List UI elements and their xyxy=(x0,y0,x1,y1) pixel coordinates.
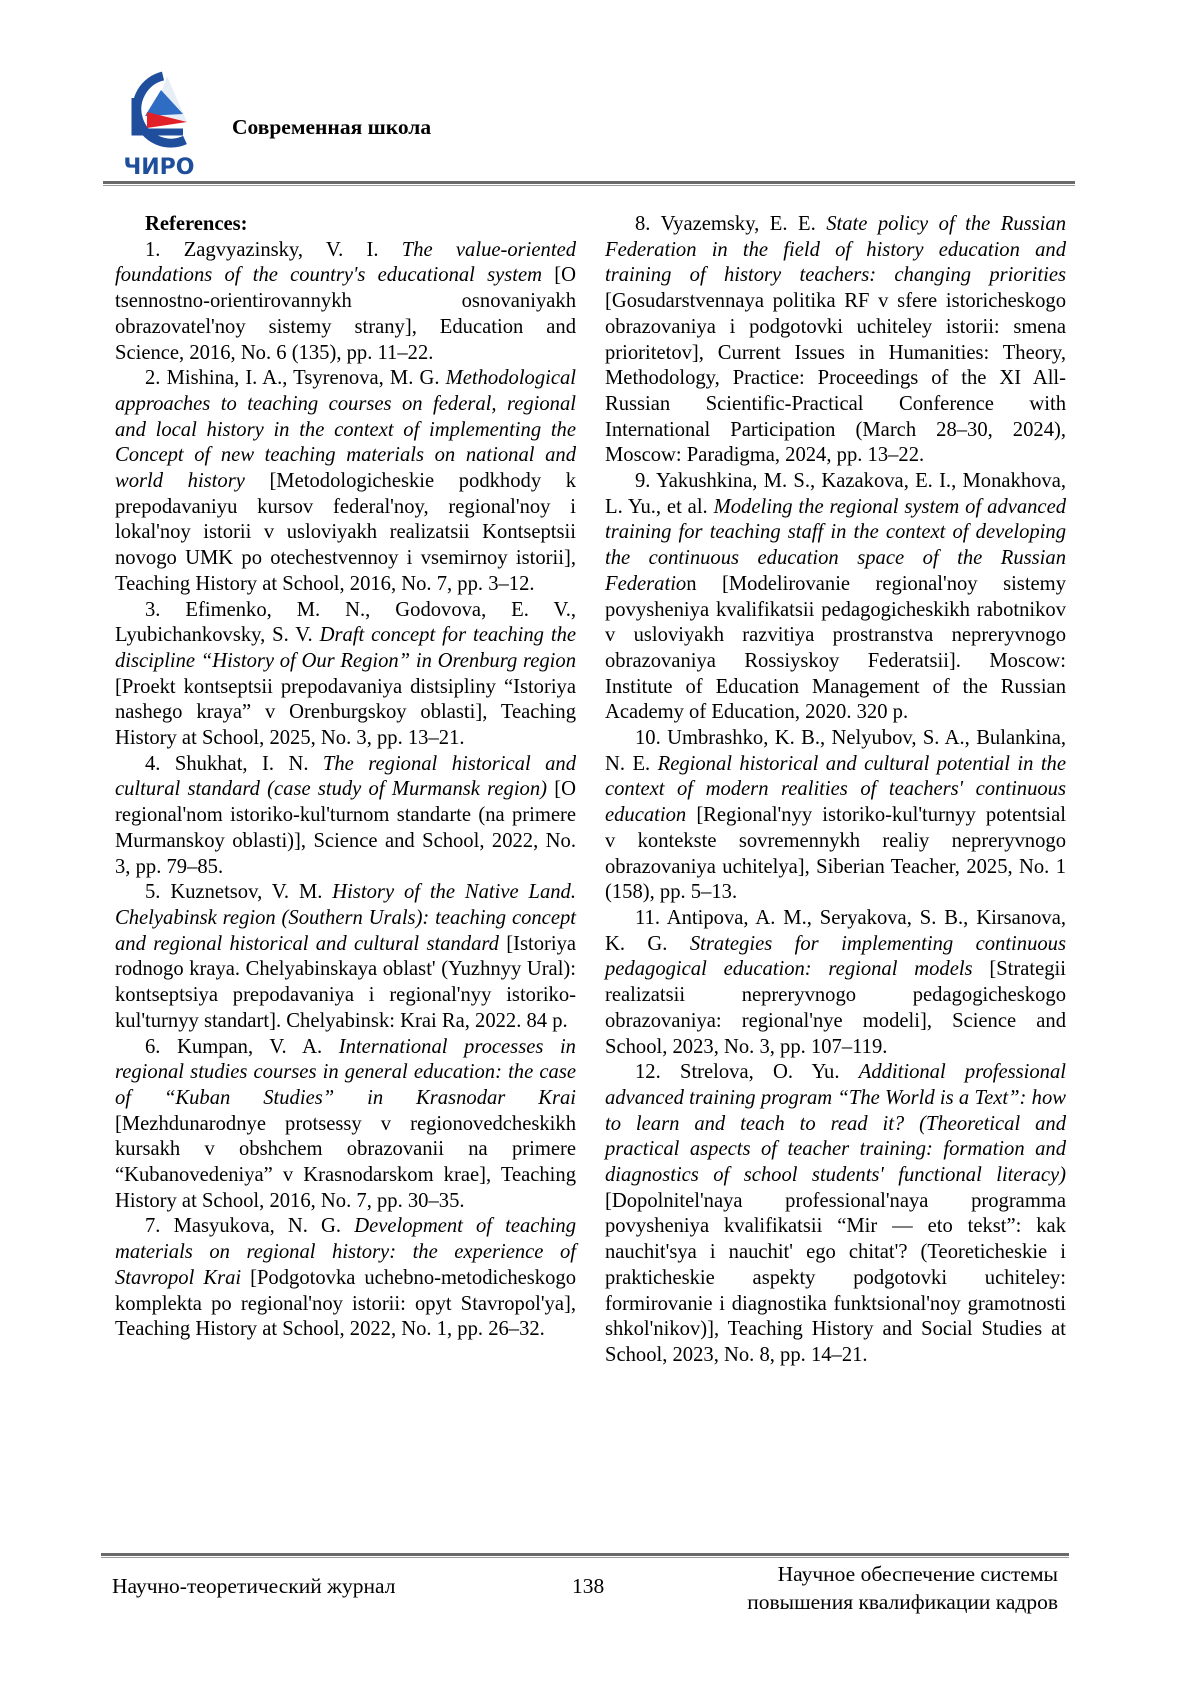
footer-divider xyxy=(101,1553,1069,1558)
reference-details: [Istoriya rodnogo kraya. Chelyabinskaya oblast' (Yuzhnyy Ural): kontseptsiya prepodavaniya i regional'nyy istoriko-kul'turnyy standart]. Chelyabinsk: Krai Ra, 2022. 84 p. xyxy=(115,933,576,1032)
reference-number: 5. xyxy=(145,881,160,903)
logo-text: ЧИРО xyxy=(123,155,194,178)
reference-title: Draft concept for teaching the discipline “History of Our Region” in Orenburg region xyxy=(115,624,576,672)
reference-authors: Shukhat, I. N. xyxy=(175,753,309,775)
reference-title: Methodological approaches to teaching courses on federal, regional and local history in the context of implementing the Concept of new teaching materials on national and world history xyxy=(115,367,576,492)
reference-number: 1. xyxy=(145,239,160,261)
reference-details: [Podgotovka uchebno-metodicheskogo komplekta po regional'noy istorii: opyt Stavropol'ya], Teaching History at School, 2022, No. 1, pp. 26–32. xyxy=(115,1267,576,1340)
reference-authors: Zagvyazinsky, V. I. xyxy=(184,239,379,261)
reference-authors: Strelova, O. Yu. xyxy=(680,1061,840,1083)
references-heading: References: xyxy=(115,212,576,238)
chiro-logo xyxy=(113,70,205,178)
reference-number: 3. xyxy=(145,599,160,621)
reference-details: [Metodologicheskie podkhody k prepodavaniyu kursov federal'noy, regional'noy i lokal'noy istorii v usloviyakh realizatsii Kontseptsii novogo UMK po otechestvennoy i vsemirnoy istorii], Teaching History at School, 2016, No. 7, pp. 3–12. xyxy=(115,470,576,595)
reference-title: Development of teaching materials on regional history: the experience of Stavropol Krai xyxy=(115,1215,576,1288)
reference-details: [Regional'nyy istoriko-kul'turnyy potentsial v kontekste sovremennykh realiy nepreryvnogo obrazovaniya uchitelya], Siberian Teacher, 2025, No. 1 (158), pp. 5–13. xyxy=(605,804,1066,903)
reference-number: 2. xyxy=(145,367,160,389)
reference-item xyxy=(115,1214,576,1343)
reference-number: 8. xyxy=(635,213,650,235)
reference-title: State policy of the Russian Federation in the field of history education and training of history teachers: changing priorities xyxy=(605,213,1066,286)
reference-authors: Masyukova, N. G. xyxy=(174,1215,342,1237)
reference-details: [Mezhdunarodnye protsessy v regionovedcheskikh kursakh v obshchem obrazovanii na primere “Kubanovedeniya” v Krasnodarskom krae], Teaching History at School, 2016, No. 7, pp. 30–35. xyxy=(115,1113,576,1212)
reference-details: [Proekt kontseptsii prepodavaniya distsipliny “Istoriya nashego kraya” v Orenburgskoy oblasti], Teaching History at School, 2025, No. 3, pp. 13–21. xyxy=(115,676,576,749)
reference-authors: Vyazemsky, E. E. xyxy=(661,213,816,235)
reference-number: 11. xyxy=(635,907,660,929)
reference-title: Regional historical and cultural potential in the context of modern realities of teachers' continuous education xyxy=(605,753,1066,826)
reference-number: 4. xyxy=(145,753,160,775)
reference-number: 12. xyxy=(635,1061,661,1083)
reference-details: [O tsennostno-orientirovannykh osnovaniyakh obrazovatel'noy sistemy strany], Education and Science, 2016, No. 6 (135), pp. 11–22. xyxy=(115,264,576,363)
reference-item xyxy=(605,726,1066,906)
footer-journal-type: Научно-теоретический журнал xyxy=(112,1572,395,1600)
page-number: 138 xyxy=(572,1572,604,1600)
reference-authors: Mishina, I. A., Tsyrenova, M. G. xyxy=(167,367,440,389)
reference-authors: Efimenko, M. N., Godovova, E. V., Lyubichankovsky, S. V. xyxy=(115,599,576,647)
reference-item xyxy=(115,598,576,752)
header-divider xyxy=(103,181,1075,186)
footer-section-line-2: повышения квалификации кадров xyxy=(747,1588,1058,1616)
reference-number: 6. xyxy=(145,1036,160,1058)
reference-authors: Kumpan, V. A. xyxy=(177,1036,322,1058)
reference-number: 7. xyxy=(145,1215,160,1237)
reference-title: History of the Native Land. Chelyabinsk region (Southern Urals): teaching concept and regional historical and cultural standard xyxy=(115,881,576,954)
reference-details: [Gosudarstvennaya politika RF v sfere istoricheskogo obrazovaniya i podgotovki uchiteley istorii: smena prioritetov], Current Issues in Humanities: Theory, Methodology, Practice: Proceedings of the XI All-Russian Scientific-Practical Conference with International Participation (March 28–30, 2024), Moscow: Paradigma, 2024, pp. 13–22. xyxy=(605,290,1066,466)
reference-authors: Antipova, A. M., Seryakova, S. B., Kirsanova, K. G. xyxy=(605,907,1066,955)
reference-title: The value-oriented foundations of the country's educational system xyxy=(115,239,576,287)
reference-details: [O regional'nom istoriko-kul'turnom standarte (na primere Murmanskoy oblasti)], Science and School, 2022, No. 3, pp. 79–85. xyxy=(115,778,576,877)
reference-details: [Dopolnitel'naya professional'naya programma povysheniya kvalifikatsii “Mir — eto tekst”: kak nauchit'sya i nauchit' ego chitat'? (Teoreticheskie i prakticheskie aspekty podgotovki uchiteley: formirovanie i diagnostika funktsional'noy gramotnosti shkol'nikov)], Teaching History and Social Studies at School, 2023, No. 8, pp. 14–21. xyxy=(605,1190,1066,1366)
reference-title: Strategies for implementing continuous pedagogical education: regional models xyxy=(605,933,1066,981)
reference-authors: Kuznetsov, V. M. xyxy=(170,881,322,903)
reference-title: Additional professional advanced training program “The World is a Text”: how to learn and teach to read it? (Theoretical and practical aspects of teacher training: formation and diagnostics of school students' functional literacy) xyxy=(605,1061,1066,1186)
journal-title: Современная школа xyxy=(232,115,431,140)
footer-section-line-1: Научное обеспечение системы xyxy=(747,1560,1058,1588)
reference-item xyxy=(115,238,576,367)
footer-section-title xyxy=(747,1560,1058,1616)
references-column-right xyxy=(605,212,1066,1369)
reference-item xyxy=(605,469,1066,726)
reference-item xyxy=(605,1060,1066,1368)
reference-item xyxy=(115,752,576,881)
reference-details: [Strategii realizatsii nepreryvnogo pedagogicheskogo obrazovaniya: regional'nye modeli], Science and School, 2023, No. 3, pp. 107–119. xyxy=(605,958,1066,1057)
reference-item xyxy=(115,1035,576,1215)
reference-details: n [Modelirovanie regional'noy sistemy povysheniya kvalifikatsii pedagogicheskikh rabotnikov v usloviyakh razvitiya prostranstva nepreryvnogo obrazovaniya Rossiyskoy Federatsii]. Moscow: Institute of Education Management of the Russian Academy of Education, 2020. 320 p. xyxy=(605,573,1066,724)
reference-title: Modeling the regional system of advanced training for teaching staff in the context of developing the continuous education space of the Russian Federatio xyxy=(605,496,1066,595)
reference-authors: Umbrashko, K. B., Nelyubov, S. A., Bulankina, N. E. xyxy=(605,727,1066,775)
reference-item xyxy=(605,212,1066,469)
reference-title: International processes in regional studies courses in general education: the case of “Kuban Studies” in Krasnodar Krai xyxy=(115,1036,576,1109)
reference-authors: Yakushkina, M. S., Kazakova, E. I., Monakhova, L. Yu., et al. xyxy=(605,470,1066,518)
reference-item xyxy=(605,906,1066,1060)
reference-number: 9. xyxy=(635,470,650,492)
reference-item xyxy=(115,880,576,1034)
reference-number: 10. xyxy=(635,727,661,749)
reference-title: The regional historical and cultural standard (case study of Murmansk region) xyxy=(115,753,576,801)
reference-item xyxy=(115,366,576,597)
references-column-left xyxy=(115,212,576,1343)
